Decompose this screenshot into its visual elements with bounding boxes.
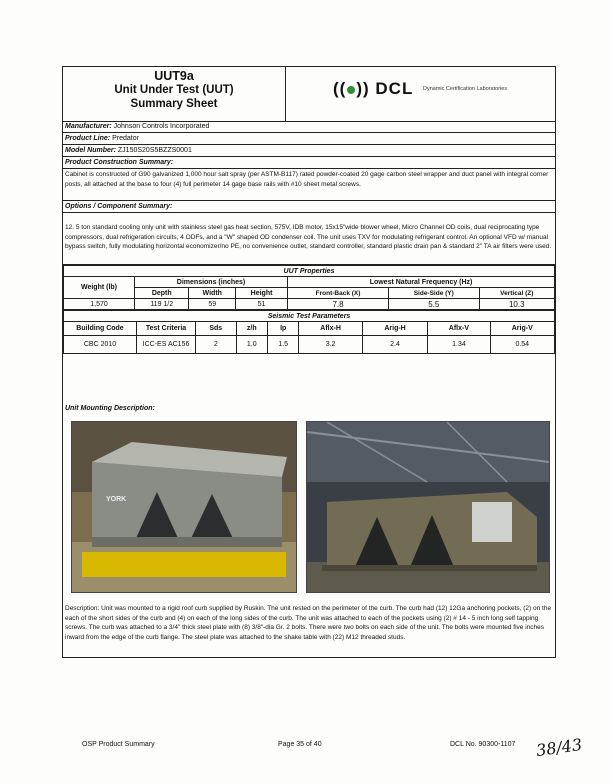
construction-text: Cabinet is constructed of G90 galvanized 1,000 hour salt spray (per ASTM-B117) rated powder-coated 20 gage carbon steel wrapper and duct panel with integral corner posts, all attached at the base to four (4) full perimeter 14 gage base rails with #10 sheet metal screws. [65, 171, 549, 188]
seismic-value: ICC-ES AC156 [137, 336, 196, 354]
manufacturer-value: Johnson Controls Incorporated [113, 123, 210, 130]
seismic-header: Building Code [64, 322, 137, 336]
seismic-value: 1.5 [267, 336, 298, 354]
depth-header: Depth [135, 288, 189, 299]
front-back-header: Front-Back (X) [288, 288, 389, 299]
side-side-header: Side-Side (Y) [388, 288, 479, 299]
height-value: 51 [236, 299, 288, 310]
construction-label: Product Construction Summary: [65, 159, 174, 166]
unit-photo-side-graphic [307, 422, 549, 592]
dot-icon [347, 86, 355, 94]
seismic-table [63, 310, 555, 354]
handwritten-page-mark: 38/43 [534, 734, 584, 761]
width-header: Width [189, 288, 236, 299]
logo-text: DCL [375, 79, 414, 98]
seismic-header: Test Criteria [137, 322, 196, 336]
sheet-header [63, 67, 555, 122]
unit-photo-front [71, 421, 297, 593]
model-number-value: ZJ150S20S5BZZS0001 [117, 147, 192, 154]
uut-id: UUT9a [154, 69, 194, 83]
signal-icon: (( [333, 79, 347, 98]
seismic-value: 1.34 [428, 336, 490, 354]
manufacturer-label: Manufacturer: [65, 123, 112, 130]
footer-dcl-number: DCL No. 90300-1107 [450, 741, 516, 748]
vertical-header: Vertical (Z) [479, 288, 554, 299]
seismic-header: Aflx-V [428, 322, 490, 336]
construction-label-row [63, 157, 555, 169]
title-line-2: Summary Sheet [130, 98, 218, 110]
uut-properties-table [63, 265, 555, 310]
footer-page-number: Page 35 of 40 [278, 741, 322, 748]
seismic-header: Ip [267, 322, 298, 336]
seismic-value: 2.4 [362, 336, 428, 354]
width-value: 59 [189, 299, 236, 310]
seismic-value: 3.2 [299, 336, 362, 354]
options-text: 12. 5 ton standard cooling only unit with stainless steel gas heat section, 575V, IDB motor, 15x15"wide blower wheel, Micro Channel OD coils, dual reciprocating type compressors, dual refrigeration circuits, 4 ODFs, and a "W" shaped OD condenser coil. The unit uses TXV for modulating refrigerant control. An optional VFD w/ manual bypass switch, fully modulating horizontal economizer/no PE, no convenience outlet, standard controller, standard plastic drain pan & standard 2" TA air filters were used. [65, 224, 552, 250]
footer-left: OSP Product Summary [82, 741, 155, 748]
model-number-row [63, 145, 555, 157]
model-number-label: Model Number: [65, 147, 116, 154]
unit-photo-front-graphic [72, 422, 296, 592]
seismic-value: CBC 2010 [64, 336, 137, 354]
front-back-value: 7.8 [288, 299, 389, 310]
header-title-block [63, 67, 286, 121]
seismic-header: Aflx-H [299, 322, 362, 336]
seismic-header: Arig-H [362, 322, 428, 336]
manufacturer-row [63, 121, 555, 133]
frequency-header: Lowest Natural Frequency (Hz) [288, 277, 555, 288]
seismic-value: 1.0 [236, 336, 267, 354]
summary-sheet [62, 66, 556, 658]
dimensions-header: Dimensions (inches) [135, 277, 288, 288]
uut-properties [63, 265, 555, 354]
dcl-logo: (( )) DCL [333, 79, 414, 98]
weight-value: 1,570 [64, 299, 135, 310]
uut-properties-title: UUT Properties [64, 266, 555, 277]
seismic-header: Arig-V [490, 322, 554, 336]
height-header: Height [236, 288, 288, 299]
york-brand-text: YORK [106, 496, 127, 503]
product-line-label: Product Line: [65, 135, 111, 142]
depth-value: 119 1/2 [135, 299, 189, 310]
mounting-label: Unit Mounting Description: [65, 405, 155, 412]
seismic-title: Seismic Test Parameters [64, 311, 555, 322]
seismic-header: z/h [236, 322, 267, 336]
product-line-value: Predator [112, 135, 139, 142]
construction-row [63, 169, 555, 201]
side-side-value: 5.5 [388, 299, 479, 310]
mounting-description: Description: Unit was mounted to a rigid roof curb supplied by Ruskin. The unit rested on the perimeter of the curb. The curb had (12) 12Ga anchoring pockets, (2) on the each of the short sides of the curb and (4) on each of the long sides of the curb. The unit was attached to each of the pockets using (2) # 14 - 5 inch long self tapping screws. The curb was attached to a 3/4" thick steel plate with (8) 3/8"-dia Gr. 2 bolts. There were two bolts on each side of the unit. The bolts were mounted five inches inward from the edge of the curb flange. The steel plate was attached to the shake table with (22) M12 threaded studs. [65, 605, 552, 641]
seismic-header: Sds [196, 322, 237, 336]
logo-subtitle: Dynamic Certification Laboratories [423, 86, 508, 92]
product-line-row [63, 133, 555, 145]
vertical-value: 10.3 [479, 299, 554, 310]
options-row [63, 213, 555, 265]
seismic-value: 2 [196, 336, 237, 354]
seismic-value: 0.54 [490, 336, 554, 354]
options-label: Options / Component Summary: [65, 203, 173, 210]
weight-header: Weight (lb) [64, 277, 135, 299]
options-label-row [63, 201, 555, 213]
unit-photo-side [306, 421, 550, 593]
title-line-1: Unit Under Test (UUT) [114, 84, 234, 96]
